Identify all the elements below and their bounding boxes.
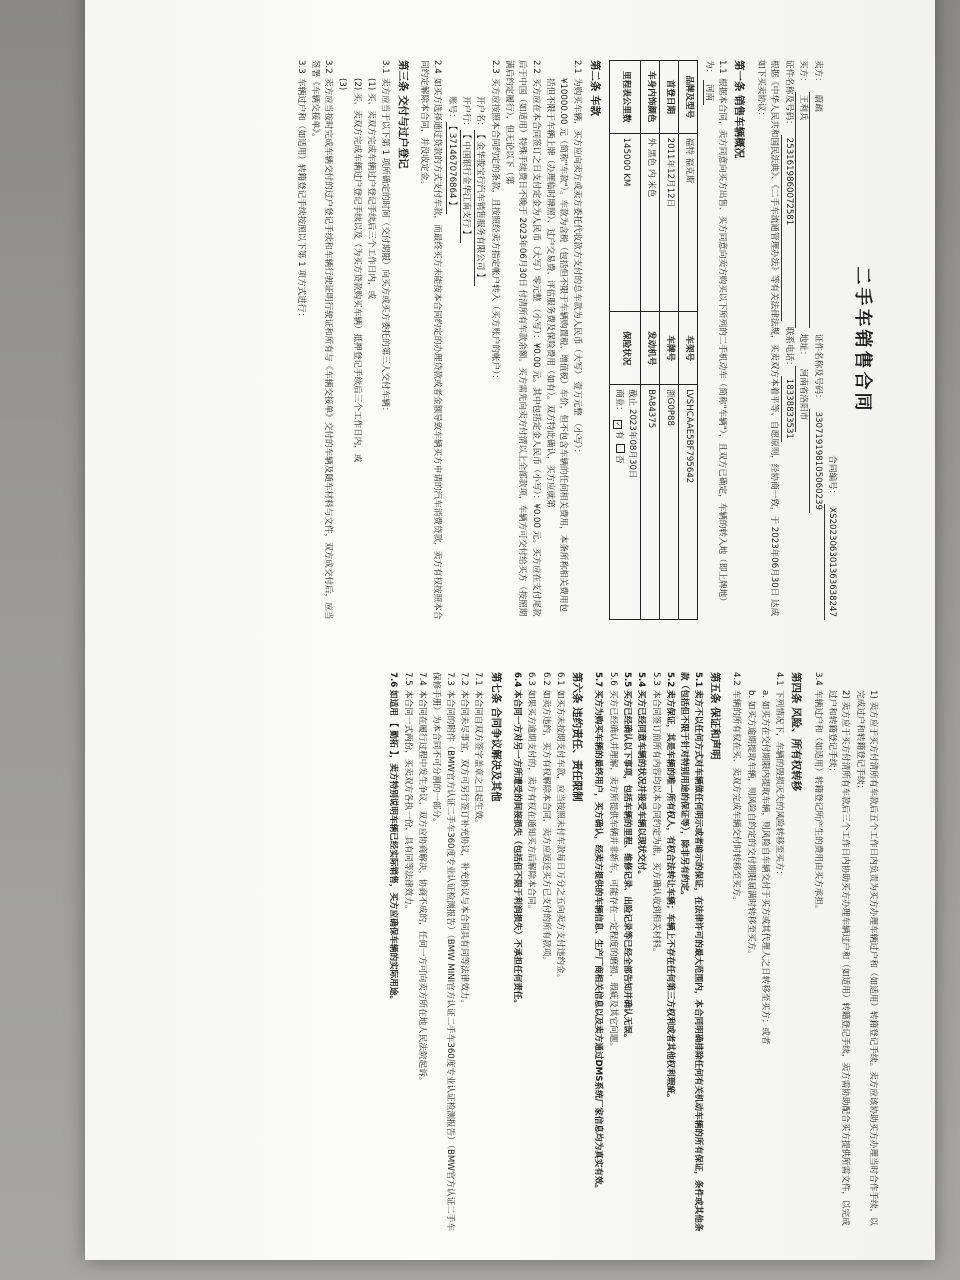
clause-6-3: 如果买方逾期支付的，卖方有权在通知买方后解除本合同。 (526, 690, 537, 914)
table-key: 首登日期 (660, 61, 679, 134)
clause-3-1: 卖方应当于以下第 1 项所确定的时间（交付期限）向买方或买方委托的第三人交付车辆： (380, 78, 391, 416)
table-row (679, 61, 698, 620)
clause-4-1-b: b. 如买方逾期提取车辆，则风险自约定的交付期限届满时转移至买方。 (745, 690, 756, 959)
contract-no-label: 合同编号： (827, 455, 838, 499)
section-4-heading: 第四条 风险、所有权转移 (790, 672, 803, 792)
clause-1-1: 根据本合同，卖方同意向买方出售、买方同意向卖方购买以下所列的二手机动车（简称"车辆"），且双方已确定，车辆的转入地（即上牌地）为： (703, 60, 727, 606)
phone: 18338833531 (781, 376, 795, 442)
clause-3-3: 车辆过户和（如适用）转籍登记手续按照以下第 1 项方式进行： (295, 78, 306, 321)
clause-3-1-opt2: (2) 买、卖双方完成车辆过户登记手续以及（为买方贷款购买车辆）抵押登记手续后三个工作日内，或 (351, 78, 362, 463)
contract-no: XS2023063013636382​47 (824, 504, 838, 620)
insurance-cell (609, 385, 641, 620)
clause-5-7: 买方为购买车辆的最终用户，买方确认，经卖方提供的车辆信息、生产厂商相关信息以及卖方通过DMS系统厂家信息均为真实有效。 (593, 690, 604, 1194)
buyer-id-top: 330719198105060239 (809, 409, 823, 513)
bank-name: 中国银行金华江南支行 (460, 141, 471, 228)
seller-label: 卖方： (812, 60, 823, 86)
section-1-heading: 第一条 销售车辆概况 (733, 60, 746, 159)
table-row (641, 61, 660, 620)
id-label: 证件名称及号码： (784, 60, 795, 129)
section-3-heading: 第三条 交付与过户登记 (396, 60, 409, 169)
clause-4-1: 下列情况下，车辆的毁损灭失的风险转移至买方： (774, 690, 785, 880)
table-key: 车身内饰颜色 (641, 61, 660, 134)
clause-7-5: 本合同一式两份，买卖双方各执一份，具有同等法律效力。 (402, 690, 413, 914)
table-value: BA84375 (641, 385, 660, 620)
clause-7-6: 如适用 【 勤拓 】，卖方特别说明车辆已经实际销售，买方应确保车辆的实际用途。 (388, 690, 399, 1005)
seller-name: 蔚疏 (809, 92, 823, 328)
address-label: 地址： (798, 333, 809, 360)
clause-7-1: 本合同自双方签字盖章之日起生效。 (473, 690, 484, 828)
account-name-label: 开户名： (475, 96, 486, 131)
buyer-name: 王利兵 (795, 92, 809, 328)
document-title: 二手车销售合同 (852, 266, 873, 414)
clause-2-2: 买方应在本合同签订之日支付定金为人民币（大写）零元整 （小写）：¥0.00 元。其中包括定金人民币（小写）：¥0.00 元。买方应在支付尾款后于中国（如适用）特殊手续费日不晚于 2023年06月30日 付清所有车款余额。买方需先向卖方付清以上全部款项，车辆方可交付给买方（按照期满后约定履行），但无论以下（第 (503, 60, 541, 617)
clause-3-4: 车辆过户和（如适用）转籍登记所产生的费用由买方承担。 (812, 690, 823, 914)
clause-5-1: 卖方不以任何方式对车辆做任何明示或者暗示的保证，在法律许可的最大范围内，本合同明确排除任何有关机动车辆的所有保证，条件或其他条款（包括但不限于针对特别用途的保证等），除非另有约定。 (679, 672, 703, 1232)
header-row-4 (781, 60, 795, 620)
account-name: 金华骏宝行汽车销售服务有限公司 (475, 141, 486, 271)
table-key: 里程表公里数 (609, 61, 641, 134)
address: 河南省洛阳市 (795, 366, 809, 432)
clause-5-6: 买方已经确认并理解，卖方所提供车辆并非新车，可能存在一定程度的磨损、瑕疵及其它问题。 (607, 690, 618, 1051)
section-7-heading: 第七条 合同争议解决及其他 (489, 672, 502, 802)
id-number: 253161986007258​1 (781, 135, 795, 321)
checkbox-yes: ✓ (614, 421, 622, 427)
right-column: 1) 卖方应于买方付清所有车款后五个工作日内负责为买方办理车辆过户和（如适用）转籍登记手续。卖方应该协助买方办理当时合作手续，以完成过户和转籍登记手续； 2) 卖方应于买方付清所有车款后三个工作日内协助买方办理车辆过户和（如适用）转籍登记手续，卖方需协助配合买方提供所需文件，以完成过户和转籍登记手续； 3.4车辆过户和（如适用）转籍登记所产生的费用由买方承担。 第四条 风险、所有权转移 4.1下列情况下，车辆的毁损灭失的风险转移至买方： a. 如买方在交付期限内提取车辆，则风险自车辆交付于买方或其代理人之日转移至买方；或者 b. 如买方逾期提取车辆，则风险自约定的交付期限届满时转移至买方。 4.2车辆的所有权在买、卖双方完成车辆交付时转移至买方。 第五条 保证和声明 5.1卖方不以任何方式对车辆做任何明示或者暗示的保证，在法律许可的最大范围内，本合同明确排除任何有关机动车辆的所有保证，条件或其他条款（包括但不限于针对特别用途的保证等），除非另有约定。 5.2卖方保证，其是车辆的唯一所有权人，有权合法转让车辆；车辆上不存在任何第三方权利或者其他权利瑕疵。 5.3本合同签订前所有内容均以本合同约定为准，买方确认收到相关材料。 5.4买方已经同意车辆的状况并接受车辆以现状交付。 5.5买方已经确认以下事项，包括车辆的里程、维修记录、出险记录等已经全部告知并确认无误。 5.6买方已经确认并理解，卖方所提供车辆并非新车，可能存在一定程度的磨损、瑕疵及其它问题。 5.7买方为购买车辆的最终用户，买方确认，经卖方提供的车辆信息、生产厂商相关信息以及卖方通过DMS系统厂家信息均为真实有效。 第六条 违约责任、责任限制 6.1如买方未按期支付车款，应当按照未付车款每日万分之五向卖方支付违约金。 6.2如卖方违约，买方有权解除本合同，卖方应返还买方已支付的所有款项。 6.3如果买方逾期支付的，卖方有权在通知买方后解除本合同。 6.4本合同一方对另一方所遭受的间接损失（包括但不限于利润损失）不承担任何责任。 第七条 合同争议解决及其他 7.1本合同自双方签字盖章之日起生效。 7.2本合同未尽事宜，双方可另行签订补充协议，补充协议与本合同具有同等法律效力。 7.3本合同的附件（BMW官方认证二手车360度专业认证检测报告）（BMW MINI官方认证二手车360度专业认证检测报告）（BMW官方认证二手车保修手册）为本合同不可分割的一部分。 7.4本合同在履行过程中发生争议，双方应协商解决，协商不成的，任何一方可向卖方所在地人民法院起诉。 7.5本合同一式两份，买卖双方各执一份，具有同等法律效力。 7.6如适用 【 勤拓 】，卖方特别说明车辆已经实际销售，买方应确保车辆的实际用途。 (388, 672, 878, 1232)
table-row (660, 61, 679, 620)
buyer-label: 买方： (798, 60, 809, 86)
clause-7-3: 本合同的附件（BMW官方认证二手车360度专业认证检测报告）（BMW MINI官方认证二手车360度专业认证检测报告）（BMW官方认证二手车保修手册）为本合同不可分割的一部分。 (431, 672, 455, 1231)
bank-label: 开户行： (460, 96, 471, 131)
table-value: 145000 KM (609, 133, 641, 312)
left-column: 二手车销售合同 合同编号： XS2023063013636382​47 卖方： 蔚疏 证件名称及号码： 330719198105060239 买方： 王利兵 地址： 河南省洛阳市 证件名称及号码： 253161986007258​1 联系电话： 18338833531 根据《中华人民共和国民法典》、《二手车流通管理办法》等有关法律法规，买卖双方本着平等、自愿原则，经协商一致，于 2023年06月30日 达成如下买卖协议： 第一条 销售车辆概况 1.1根据本合同，卖方同意向买方出售、买方同意向卖方购买以下所列的二手机动车（简称"车辆"），且双方已确定，车辆的转入地（即上牌地）为： 河南 品牌及型号 福特 福克斯 车架号 LVSHCAAE5BF795642 首登日期 2011年12月12日 车牌号 浙G0P88 车身内饰颜色 外 黑色 内 米色 发动机号 BA84375 里程表公里数 145000 KM 保险状况 截止 2023年08月30日 商业： ✓有 否 第二条 车款 2.1为购买车辆，买方应向卖方或卖方委托代收款方支付的总车款为人民币（大写） 壹万元整 （小写）： ¥10000.00 元（简称"车款"）。车款为含税（包括但不限于车辆购置税、增值税）车价，但不包含车辆的任何相关费用，本条所称相关费用包括但不限于车辆上牌（办理临时牌照）、过户交易费、评估服务费及保险费用（如有）。双方特此确认，买方应就第 2.2买方应在本合同签订之日支付定金为人民币（大写）零元整 （小写）：¥0.00 元。其中包括定金人民币（小写）：¥0.00 元。买方应在支付尾款后于中国（如适用）特殊手续费日不晚于 2023年06月30日 付清所有车款余额。买方需先向卖方付清以上全部款项，车辆方可交付给买方（按照期满后约定履行），但无论以下（第 2.3买方应按照本合同约定的条款，且按照经卖方指定帐户转入（买方账户的帐户）： 开户名：【 金华骏宝行汽车销售服务有限公司 】 开户行：【 中国银行金华江南支行 】 账号：【 371467076864 】 2.4如买方选择通过贷款的方式支付车款，而最终买方未能按本合同约定的办理贷款或者金额导致车辆买方申请的汽车消费贷款，卖方有权按照本合同约定解除本合同，并没收定金。 第三条 交付与过户登记 3.1卖方应当于以下第 1 项所确定的时间（交付期限）向买方或买方委托的第三人交付车辆： (1) 买、卖双方完成车辆过户登记手续后三个工作日内，或 (2) 买、卖双方完成车辆过户登记手续以及（为买方贷款购买车辆）抵押登记手续后三个工作日内，或 (3) 3.2卖方应当按时完成车辆交付的过户登记手续和车辆行驶证明行驶证和所有与《车辆交接单》交付的车辆及随车材料与文件，双方成交付后，应当签署《车辆交接单》。 3.3车辆过户和（如适用）转籍登记手续按照以下第 1 项方式进行： (292, 60, 880, 620)
table-key: 发动机号 (641, 312, 660, 385)
clause-6-1: 如买方未按期支付车款，应当按照未付车款每日万分之五向卖方支付违约金。 (554, 690, 565, 983)
yes-label: 有 (614, 430, 625, 440)
clause-3-1-opt1: (1) 买、卖双方完成车辆过户登记手续后三个工作日内，或 (366, 78, 377, 300)
clause-2-4: 如买方选择通过贷款的方式支付车款，而最终买方未能按本合同约定的办理贷款或者金额导致车辆买方申请的汽车消费贷款，卖方有权按照本合同约定解除本合同，并没收定金。 (419, 60, 443, 620)
preamble: 根据《中华人民共和国民法典》、《二手车流通管理办法》等有关法律法规，买卖双方本着平等、自愿原则，经协商一致，于 2023年06月30日 达成如下买卖协议： (755, 60, 779, 617)
account-number: 371467076864 (446, 132, 457, 199)
clause-5-5: 买方已经确认以下事项，包括车辆的里程、维修记录、出险记录等已经全部告知并确认无误。 (622, 690, 633, 1043)
clause-7-2: 本合同未尽事宜，双方可另行签订补充协议，补充协议与本合同具有同等法律效力。 (459, 690, 470, 1008)
header-row-2 (809, 60, 823, 620)
table-key: 品牌及型号 (679, 61, 698, 134)
clause-6-2: 如卖方违约，买方有权解除本合同，卖方应返还买方已支付的所有款项。 (540, 690, 551, 966)
clause-3-2: 卖方应当按时完成车辆交付的过户登记手续和车辆行驶证明行驶证和所有与《车辆交接单》交付的车辆及随车材料与文件，双方成交付后，应当签署《车辆交接单》。 (309, 60, 334, 620)
account-no-label: 账号： (446, 96, 457, 122)
insurance-commercial: 商业： (614, 389, 625, 415)
phone-label: 联系电话： (784, 326, 795, 370)
table-key: 车架号 (679, 312, 698, 385)
section-6-heading: 第六条 违约责任、责任限制 (571, 672, 584, 802)
no-label: 否 (614, 454, 625, 464)
clause-6-4: 本合同一方对另一方所遭受的间接损失（包括但不限于利润损失）不承担任何责任。 (511, 690, 522, 1008)
table-value: LVSHCAAE5BF795642 (679, 385, 698, 620)
section-5-heading: 第五条 保证和声明 (708, 672, 721, 760)
clause-2-1-cont: ¥10000.00 元（简称"车款"）。车款为含税（包括但不限于车辆购置税、增值税）车价，但不包含车辆的任何相关费用，本条所称相关费用包括但不限于车辆上牌（办理临时牌照）、过户交易费、评估服务费及保险费用（如有）。双方特此确认，买方应就第 (544, 78, 569, 613)
clause-2-3: 买方应按照本合同约定的条款，且按照经卖方指定帐户转入（买方账户的帐户）： (489, 78, 500, 384)
table-value: 福特 福克斯 (679, 133, 698, 312)
contract-page (80, 60, 880, 1240)
section-2-heading: 第二条 车款 (588, 60, 601, 117)
header-row-1 (824, 60, 838, 620)
clause-4-2: 车辆的所有权在买、卖双方完成车辆交付时转移至买方。 (731, 690, 742, 905)
checkbox-no (616, 444, 625, 453)
header-row-3 (795, 60, 809, 620)
clause-5-4: 买方已经同意车辆的状况并接受车辆以现状交付。 (636, 690, 647, 880)
table-value: 外 黑色 内 米色 (641, 133, 660, 312)
table-value: 2011年12月12日 (660, 133, 679, 312)
insurance-date: 截止 2023年08月30日 (627, 389, 638, 479)
clause-3-3-opt2: 2) 卖方应于买方付清所有车款后三个工作日内协助买方办理车辆过户和（如适用）转籍登记手续，卖方需协助配合买方提供所需文件，以完成过户和转籍登记手续； (827, 690, 851, 1226)
clause-7-4: 本合同在履行过程中发生争议，双方应协商解决，协商不成的，任何一方可向卖方所在地人民法院起诉。 (417, 690, 428, 1086)
clause-3-1-opt3: (3) (337, 78, 348, 91)
table-value: 浙G0P88 (660, 385, 679, 620)
clause-3-3-opt1: 1) 卖方应于买方付清所有车款后五个工作日内负责为买方办理车辆过户和（如适用）转籍登记手续。卖方应该协助买方办理当时合作手续，以完成过户和转籍登记手续； (854, 690, 878, 1226)
buyer-id-top-label: 证件名称及号码： (812, 333, 823, 403)
clause-5-3: 本合同签订前所有内容均以本合同约定为准，买方确认收到相关材料。 (650, 690, 661, 957)
clause-2-1: 为购买车辆，买方应向卖方或卖方委托代收款方支付的总车款为人民币（大写） 壹万元整 （小写）： (572, 78, 583, 458)
table-key: 车牌号 (660, 312, 679, 385)
table-key: 保险状况 (609, 312, 641, 385)
vehicle-table (609, 60, 699, 620)
clause-4-1-a: a. 如买方在交付期限内提取车辆，则风险自车辆交付于买方或其代理人之日转移至买方；或者 (759, 690, 770, 1045)
clause-5-2: 卖方保证，其是车辆的唯一所有权人，有权合法转让车辆；车辆上不存在任何第三方权利或者其他权利瑕疵。 (665, 690, 676, 1103)
table-row (609, 61, 641, 620)
registration-place: 河南 (703, 80, 714, 105)
